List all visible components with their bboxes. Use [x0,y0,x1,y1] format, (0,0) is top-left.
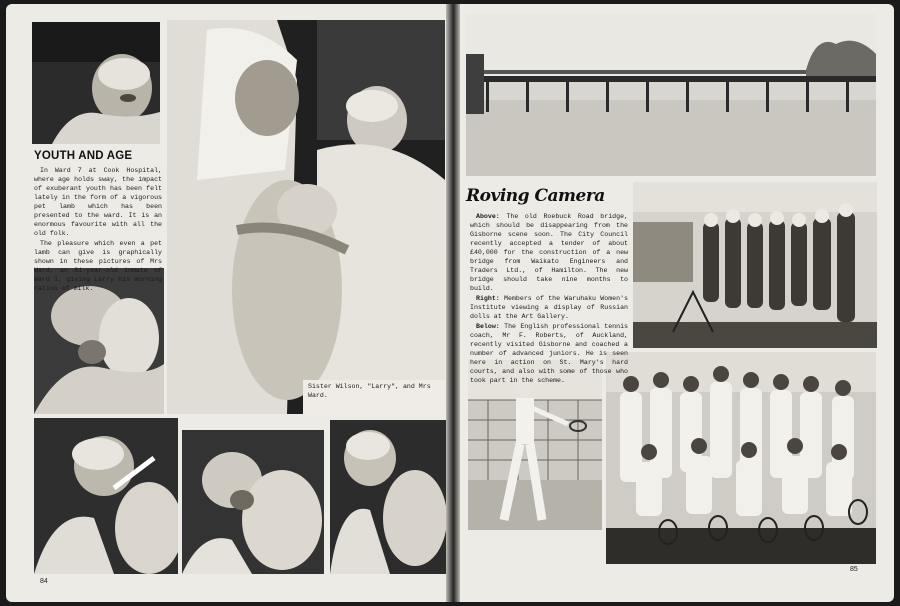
paragraph-lead: Below: [476,323,500,330]
article-paragraph: In Ward 7 at Cook Hospital, where age holds sway, the impact of exuberant youth has been felt lately in the form of a vigorous pet lamb which has been presented to the ward. It is an enormous favourite with all the old folk. [34,167,162,237]
paragraph-text: The old Roebuck Road bridge, which should be disappearing from the Gisborne scene soon. The City Council recently accepted a tender of about £40,000 for the construction of a new bridge from Waikato Engineers and Traders Ltd., of Hamilton. The new bridge should take nine months to build. [470,213,628,292]
paragraph-below [470,322,628,385]
photo-doll-display [633,182,877,348]
page-number-right: 85 [850,566,858,573]
photo-feeding-lamb-1 [34,418,178,574]
article-headline: YOUTH AND AGE [34,150,133,162]
paragraph-text: Members of the Waruhaku Women's Institute viewing a display of Russian dolls at the Art Gallery. [470,295,628,320]
article-paragraph: The pleasure which even a pet lamb can give is graphically shown in these pictures of Mrs Ward, an 81-year-old inmate of Ward 1, giving Larry his morning ration of milk. [34,240,162,292]
paragraph-text: The English professional tennis coach, Mr F. Roberts, of Auckland, recently visited Gisborne and coached a number of advanced juniors. He is seen here in action on St. Mary's hard courts, and also with some of those who took part in the scheme. [470,323,628,384]
photo-old-bridge [466,14,876,176]
section-title: Roving Camera [466,186,605,206]
paragraph-lead: Above: [476,213,500,220]
photo-lamb-drinking [182,430,324,574]
photo-woman-with-lamb [330,420,446,574]
photo-elderly-woman-smiling [32,22,160,144]
photo-junior-players [606,352,876,564]
page-number-left: 84 [40,578,48,585]
roving-camera-body [470,212,628,386]
paragraph-above [470,212,628,293]
book-gutter [446,4,460,602]
photo-sister-with-lamb [167,20,445,414]
article-body [34,166,162,294]
paragraph-right [470,294,628,321]
main-photo-caption: Sister Wilson, "Larry", and Mrs Ward. [308,383,431,399]
paragraph-lead: Right: [476,295,500,302]
